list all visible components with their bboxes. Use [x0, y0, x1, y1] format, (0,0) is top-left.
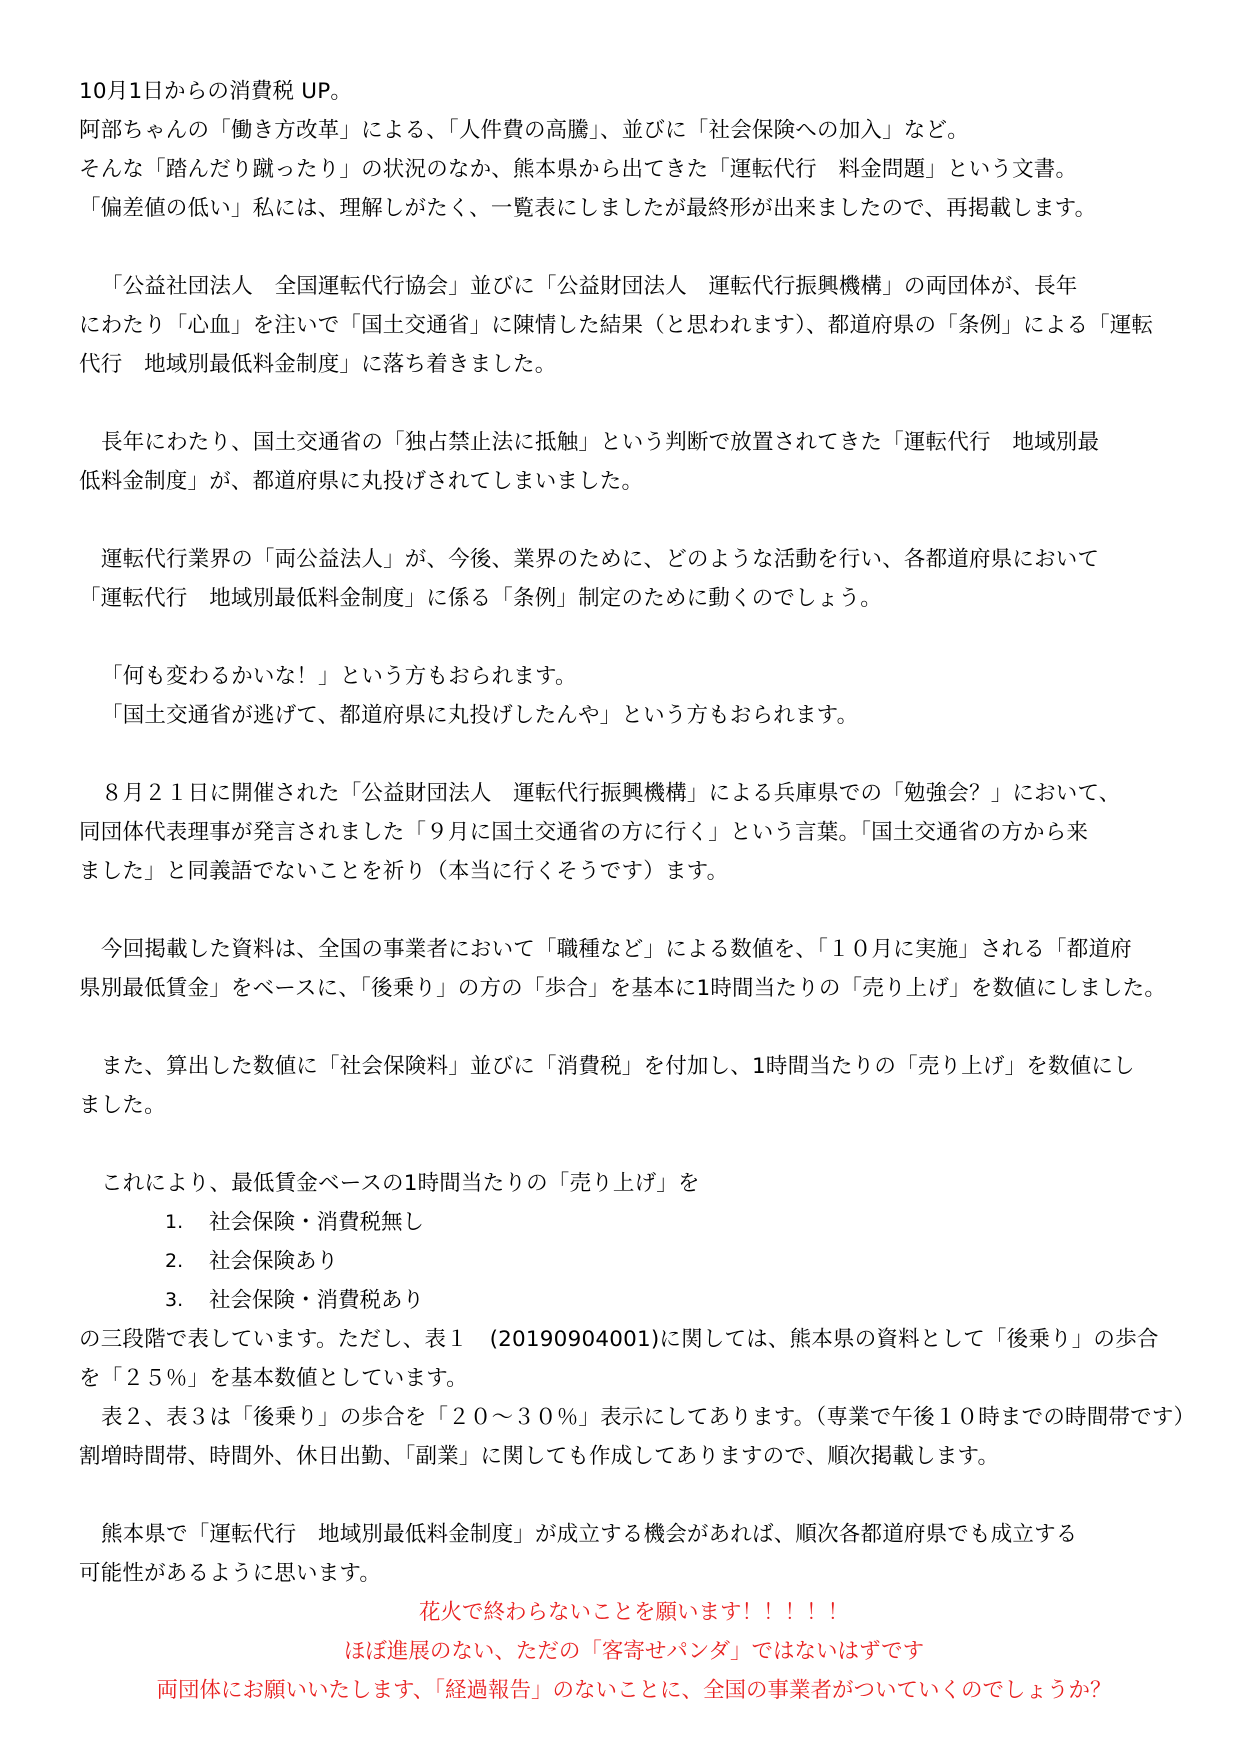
text-line: 「偏差値の低い」私には、理解しがたく、一覧表にしましたが最終形が出来ましたので、再掲載します。: [79, 196, 1097, 221]
text-line: 可能性があるように思います。: [79, 1561, 382, 1586]
paragraph-gap: [79, 891, 1189, 930]
text-line: 低料金制度」が、都道府県に丸投げされてしまいました。: [79, 469, 644, 494]
paragraph-gap: [79, 618, 1189, 657]
list-item: [79, 1281, 1189, 1320]
list-text: 社会保険・消費税あり: [209, 1288, 425, 1313]
text-line: 長年にわたり、国土交通省の「独占禁止法に抵触」という判断で放置されてきた「運転代行 地域別最: [101, 430, 1100, 455]
text-line: ました。: [79, 1093, 166, 1118]
numbered-list: [79, 1203, 1189, 1320]
text-line: を「２５％」を基本数値としています。: [79, 1366, 468, 1391]
list-number: 3.: [165, 1289, 184, 1311]
text-line: 阿部ちゃんの「働き方改革」による、「人件費の高騰」、並びに「社会保険への加入」など。: [79, 118, 969, 143]
list-item: [79, 1242, 1189, 1281]
text-line: にわたり「心血」を注いで「国土交通省」に陳情した結果（と思われます）、都道府県の「条例」による「運転: [79, 313, 1154, 338]
text-line: 「公益社団法人 全国運転代行協会」並びに「公益財団法人 運転代行振興機構」の両団体が、長年: [101, 274, 1078, 299]
text-line: 表２、表３は「後乗り」の歩合を「２０～３０％」表示にしてあります。（専業で午後１０時までの時間帯です）: [101, 1405, 1196, 1430]
text-line: 県別最低賃金」をベースに、「後乗り」の方の「歩合」を基本に1時間当たりの「売り上げ」を数値にしました。: [79, 976, 1167, 1001]
text-line: 同団体代表理事が発言されました「９月に国土交通省の方に行く」という言葉。「国土交通省の方から来: [79, 820, 1089, 845]
text-line: 「運転代行 地域別最低料金制度」に係る「条例」制定のために動くのでしょう。: [79, 586, 882, 611]
text-line: 代行 地域別最低料金制度」に落ち着きました。: [79, 352, 557, 377]
closing-line: 両団体にお願いいたします、「経過報告」のないことに、全国の事業者がついていくのでしょうか？: [156, 1678, 1112, 1703]
list-item: [79, 1203, 1189, 1242]
paragraph-gap: [79, 1125, 1189, 1164]
text-line: 「国土交通省が逃げて、都道府県に丸投げしたんや」という方もおられます。: [101, 703, 859, 728]
text-line: 今回掲載した資料は、全国の事業者において「職種など」による数値を、「１０月に実施」される「都道府: [101, 937, 1132, 962]
text-line: 「何も変わるかいな！」という方もおられます。: [101, 664, 577, 689]
paragraph-gap: [79, 228, 1189, 267]
text-line: そんな「踏んだり蹴ったり」の状況のなか、熊本県から出てきた「運転代行 料金問題」という文書。: [79, 157, 1078, 182]
paragraph-gap: [79, 1476, 1189, 1515]
list-text: 社会保険あり: [209, 1249, 339, 1274]
closing-line: 花火で終わらないことを願います！！！！！: [418, 1600, 849, 1625]
text-line: 割増時間帯、時間外、休日出勤、「副業」に関しても作成してありますので、順次掲載します。: [79, 1444, 1000, 1469]
text-line: 10月1日からの消費税 UP。: [79, 79, 353, 104]
text-line: これにより、最低賃金ベースの1時間当たりの「売り上げ」を: [101, 1171, 700, 1196]
text-line: 運転代行業界の「両公益法人」が、今後、業界のために、どのような活動を行い、各都道府県において: [101, 547, 1100, 572]
text-line: の三段階で表しています。ただし、表１ (20190904001)に関しては、熊本県の資料として「後乗り」の歩合: [79, 1327, 1159, 1352]
document-body: [79, 72, 1196, 1710]
text-line: ました」と同義語でないことを祈り（本当に行くそうです）ます。: [79, 859, 729, 884]
text-line: また、算出した数値に「社会保険料」並びに「消費税」を付加し、1時間当たりの「売り上げ」を数値にし: [101, 1054, 1135, 1079]
text-line: 熊本県で「運転代行 地域別最低料金制度」が成立する機会があれば、順次各都道府県でも成立する: [101, 1522, 1078, 1547]
list-text: 社会保険・消費税無し: [209, 1210, 425, 1235]
paragraph-gap: [79, 384, 1189, 423]
list-number: 1.: [165, 1211, 184, 1233]
paragraph-gap: [79, 1008, 1189, 1047]
text-line: ８月２１日に開催された「公益財団法人 運転代行振興機構」による兵庫県での「勉強会？」において、: [101, 781, 1121, 806]
paragraph-gap: [79, 735, 1189, 774]
paragraph-gap: [79, 501, 1189, 540]
closing-line: ほぼ進展のない、ただの「客寄せパンダ」ではないはずです: [343, 1639, 925, 1664]
list-number: 2.: [165, 1250, 184, 1272]
